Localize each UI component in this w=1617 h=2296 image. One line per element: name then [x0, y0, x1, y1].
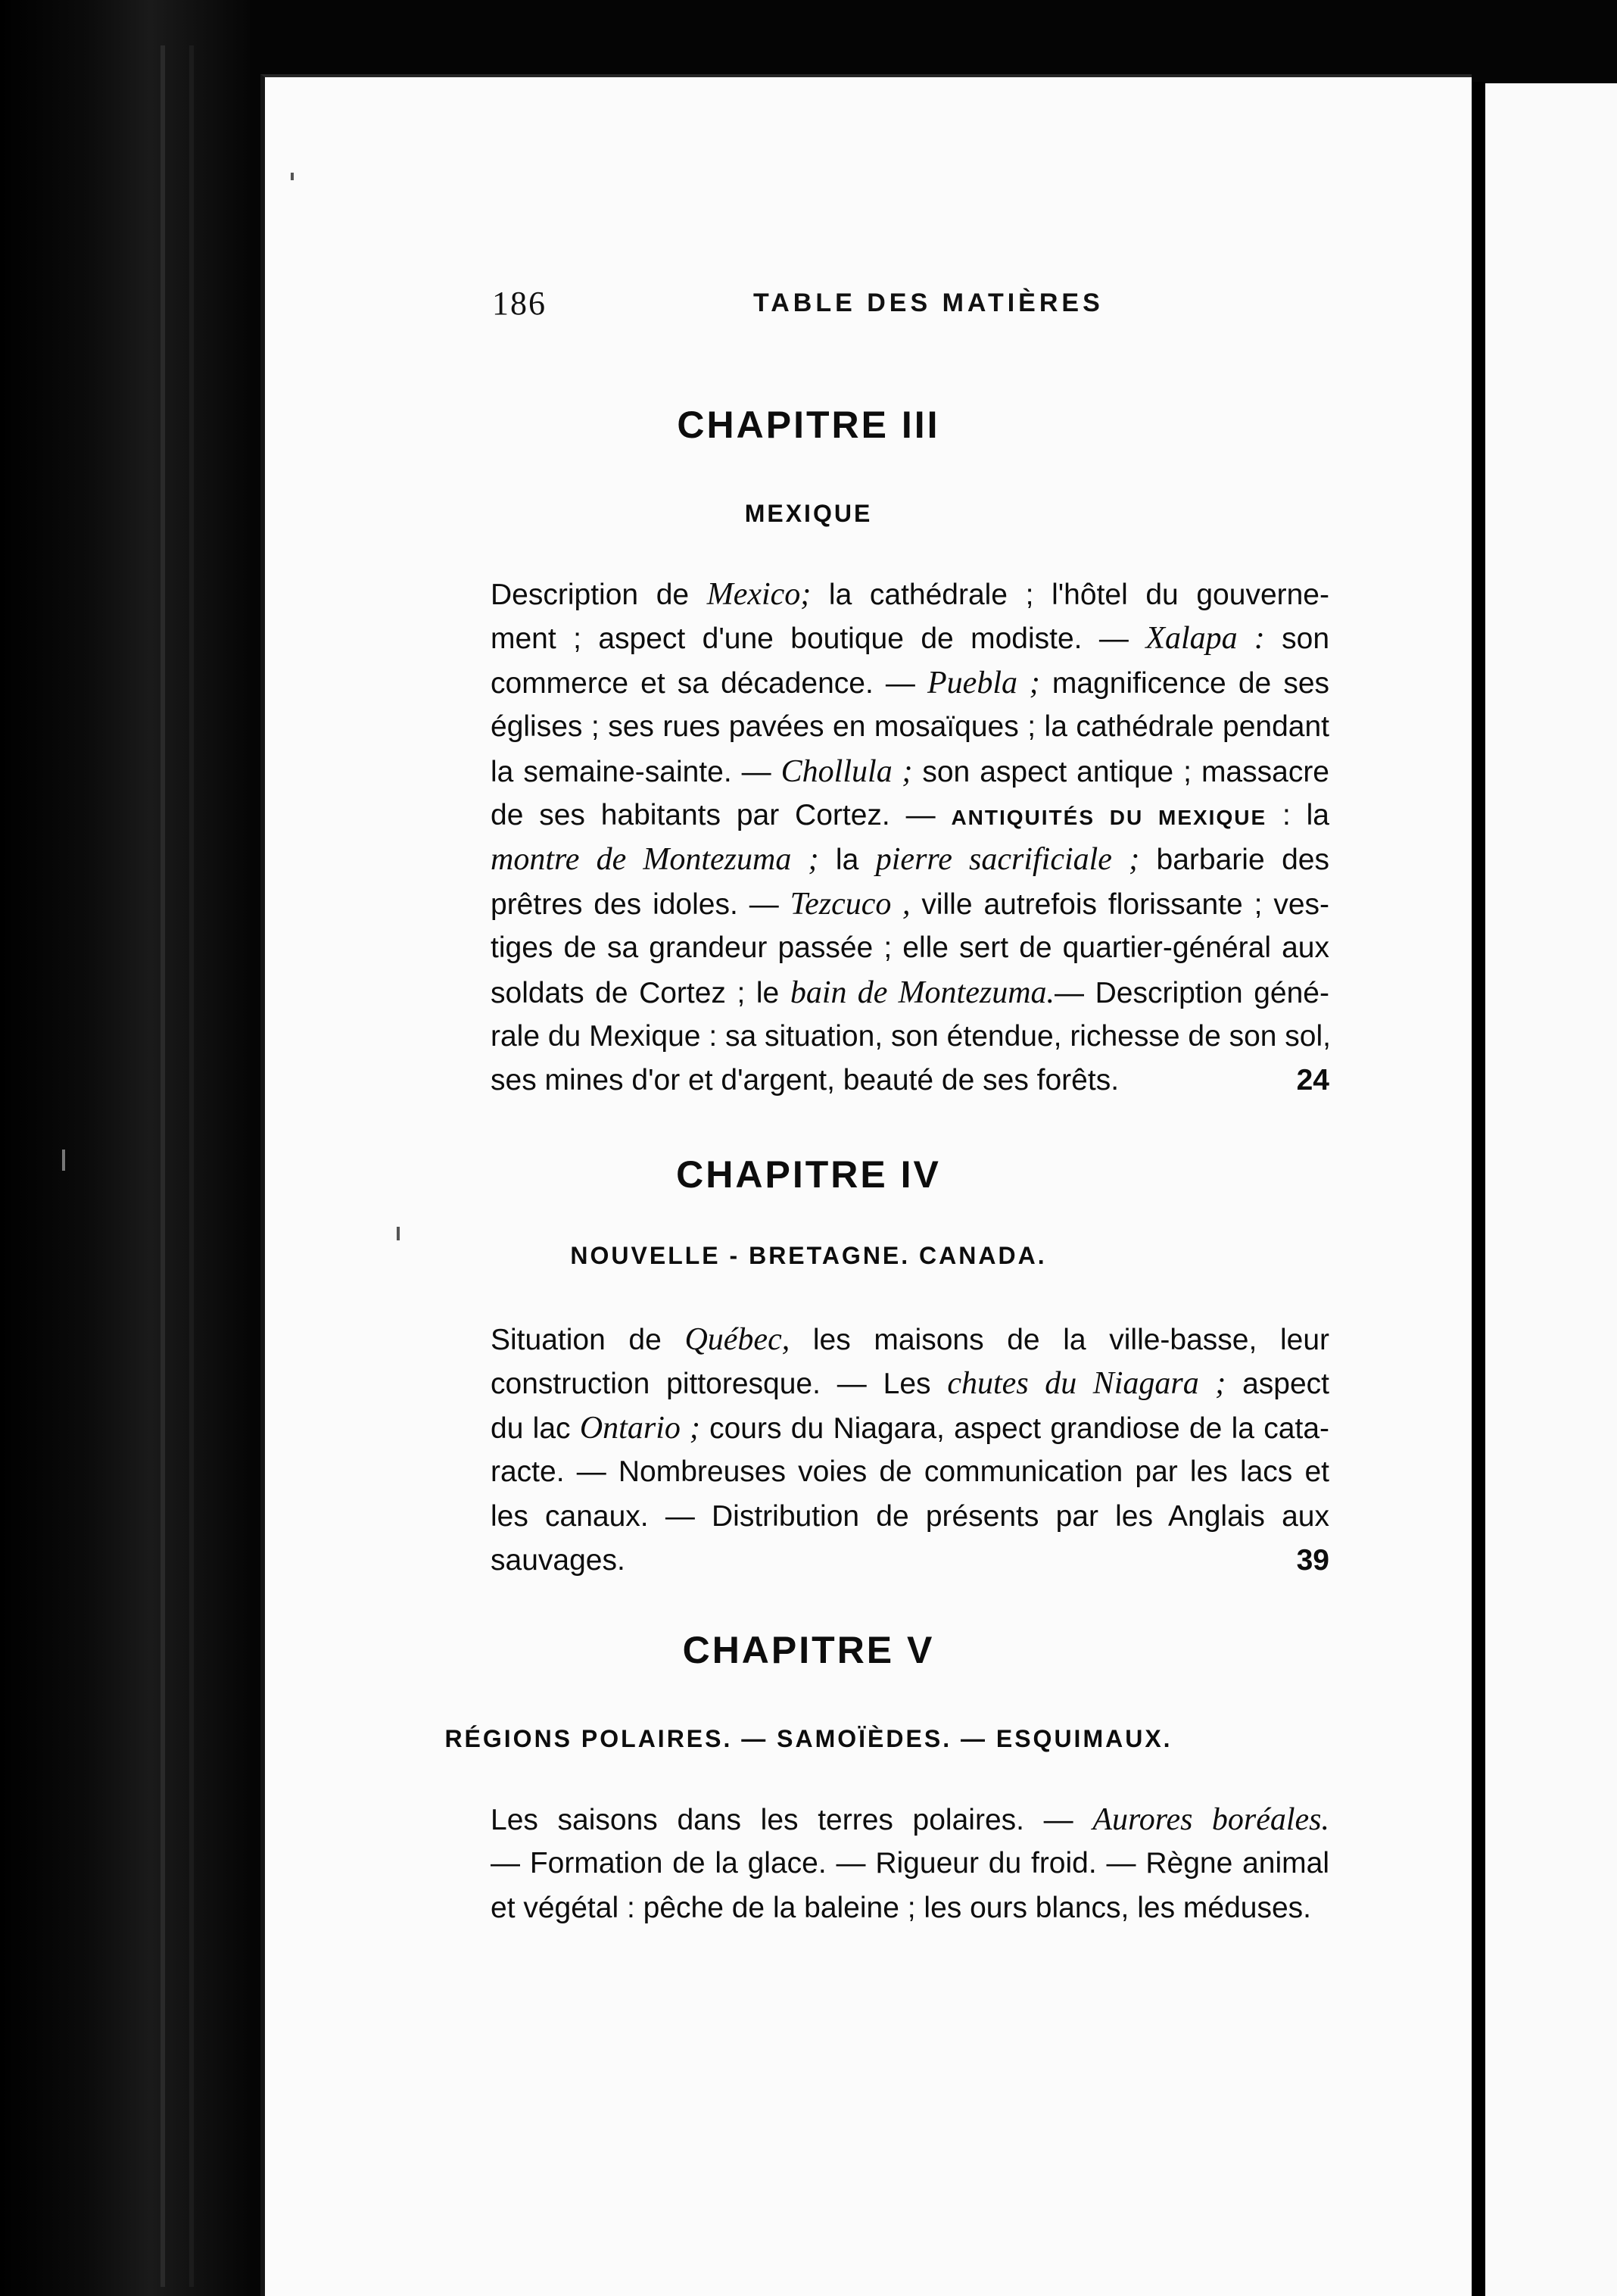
- italic-term: montre de Montezuma ;: [491, 842, 819, 878]
- italic-term: Mexico;: [706, 577, 812, 612]
- summary-line: sauvages. 39: [491, 1539, 1329, 1583]
- summary-line: Situation de Québec, les maisons de la ville-basse, leur: [491, 1322, 1330, 1357]
- summary-line: Description de Mexico; la cathédrale ; l'hôtel du gouverne-: [491, 577, 1329, 612]
- summary-line: de ses habitants par Cortez. — ANTIQUITÉS DU MEXIQUE : la: [491, 798, 1329, 831]
- italic-term: Québec,: [684, 1322, 790, 1357]
- scan-speck: [397, 1227, 400, 1240]
- summary-line: la semaine-sainte. — Chollula ; son aspect antique ; massacre: [491, 753, 1329, 789]
- italic-term: Ontario ;: [579, 1410, 700, 1446]
- summary-line: racte. — Nombreuses voies de communication par les lacs et: [491, 1455, 1329, 1489]
- summary-line: prêtres des idoles. — Tezcuco , ville autrefois florissante ; ves-: [491, 886, 1329, 922]
- italic-term: Puebla ;: [927, 665, 1040, 700]
- page-number: 186: [492, 285, 547, 322]
- italic-term: bain de Montezuma.: [790, 975, 1055, 1010]
- page-reference: 39: [1296, 1543, 1329, 1577]
- running-head: [492, 284, 1325, 322]
- page-reference: 24: [1296, 1064, 1329, 1097]
- summary-line: Les saisons dans les terres polaires. — Aurores boréales.: [491, 1802, 1329, 1837]
- chapter-subheading: RÉGIONS POLAIRES. — SAMOÏÈDES. — ESQUIMAUX.: [444, 1725, 1173, 1752]
- italic-term: Xalapa :: [1145, 621, 1265, 657]
- summary-line: tiges de sa grandeur passée ; elle sert de quartier-général aux: [491, 931, 1329, 965]
- chapter-summary: [491, 1318, 1329, 1583]
- scan-speck: [291, 173, 294, 180]
- italic-term: Aurores boréales.: [1092, 1802, 1329, 1837]
- summary-line: rale du Mexique : sa situation, son étendue, richesse de son sol,: [491, 1019, 1331, 1053]
- small-caps-term: ANTIQUITÉS DU MEXIQUE: [951, 805, 1267, 829]
- chapter-heading: CHAPITRE IV: [676, 1153, 941, 1196]
- italic-term: Tezcuco ,: [790, 886, 911, 922]
- summary-line: soldats de Cortez ; le bain de Montezuma.— Description géné-: [491, 975, 1329, 1010]
- chapter-heading: CHAPITRE III: [677, 404, 940, 446]
- summary-line: ment ; aspect d'une boutique de modiste. — Xalapa : son: [491, 621, 1330, 657]
- summary-line: les canaux. — Distribution de présents par les Anglais aux: [491, 1499, 1329, 1533]
- chapter-summary: [491, 1798, 1329, 1930]
- summary-line: construction pittoresque. — Les chutes du Niagara ; aspect: [491, 1366, 1330, 1402]
- chapter-summary: [491, 572, 1329, 1103]
- summary-line: du lac Ontario ; cours du Niagara, aspect grandiose de la cata-: [491, 1410, 1330, 1446]
- italic-term: chutes du Niagara ;: [947, 1366, 1226, 1402]
- chapter-subheading: MEXIQUE: [744, 500, 873, 527]
- summary-line: et végétal : pêche de la baleine ; les ours blancs, les méduses.: [491, 1891, 1311, 1924]
- summary-line: ses mines d'or et d'argent, beauté de ses forêts. 24: [491, 1059, 1329, 1103]
- italic-term: pierre sacrificiale ;: [875, 842, 1140, 878]
- summary-line: églises ; ses rues pavées en mosaïques ; la cathédrale pendant: [491, 710, 1329, 744]
- running-title: TABLE DES MATIÈRES: [753, 289, 1104, 317]
- summary-line: commerce et sa décadence. — Puebla ; magnificence de ses: [491, 665, 1330, 700]
- italic-term: Chollula ;: [780, 753, 913, 789]
- book-spine-shadow: [0, 0, 250, 2296]
- chapter-subheading: NOUVELLE - BRETAGNE. CANADA.: [570, 1242, 1047, 1269]
- summary-line: — Formation de la glace. — Rigueur du froid. — Règne animal: [491, 1847, 1329, 1880]
- chapter-heading: CHAPITRE V: [682, 1629, 935, 1671]
- summary-line: montre de Montezuma ; la pierre sacrificiale ; barbarie des: [491, 842, 1329, 878]
